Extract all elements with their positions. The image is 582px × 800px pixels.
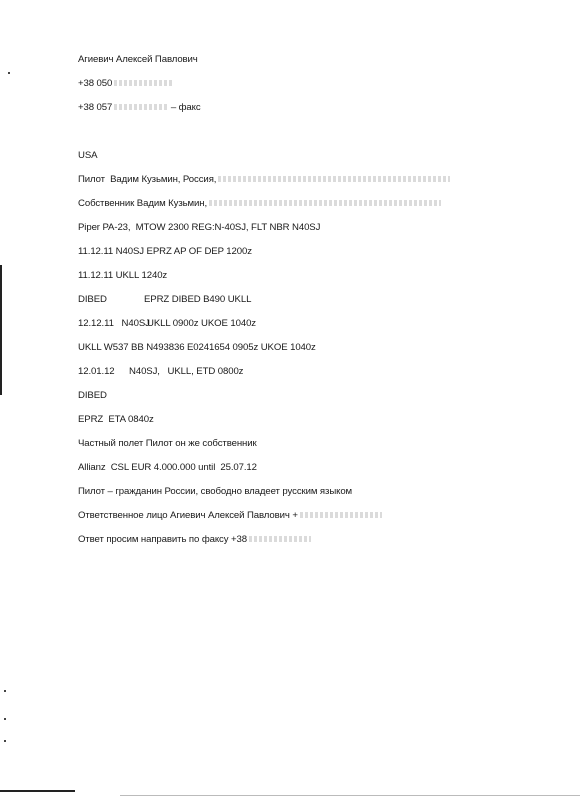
scan-speck — [4, 690, 6, 692]
scan-border-bottom — [0, 790, 75, 792]
flight-line-4: 12.01.12 — [78, 366, 115, 377]
scan-border-bottom-faint — [120, 795, 580, 796]
destination-country: USA — [78, 150, 98, 161]
contact-phone: +38 050 — [78, 78, 174, 90]
redacted-region — [300, 512, 382, 518]
insurance-line: Allianz CSL EUR 4.000.000 until 25.07.12 — [78, 462, 257, 473]
route-line-2: UKLL W537 BB N493836 E0241654 0905z UKOE 1040z — [78, 342, 316, 353]
scan-speck — [8, 72, 10, 74]
flight-line-3: 12.12.11 N40SJ — [78, 318, 150, 329]
flight-line-1: 11.12.11 N40SJ EPRZ AP OF DEP 1200z — [78, 246, 252, 257]
contact-fax: +38 057 – факс — [78, 102, 201, 113]
responsible-person-line: Ответственное лицо Агиевич Алексей Павлович + — [78, 510, 382, 522]
route-line-1-detail: EPRZ DIBED B490 UKLL — [144, 294, 252, 305]
redacted-region — [114, 104, 168, 110]
scan-speck — [4, 740, 6, 742]
owner-line: Собственник Вадим Кузьмин, — [78, 198, 441, 210]
contact-name: Агиевич Алексей Павлович — [78, 54, 198, 65]
flight-line-3-detail: UKLL 0900z UKOE 1040z — [147, 318, 257, 329]
redacted-region — [218, 176, 450, 182]
pilot-line: Пилот Вадим Кузьмин, Россия, — [78, 174, 450, 186]
arrival-line: EPRZ ETA 0840z — [78, 414, 154, 425]
pilot-citizenship-line: Пилот – гражданин России, свободно владеет русским языком — [78, 486, 353, 497]
redacted-region — [209, 200, 441, 206]
flight-line-2: 11.12.11 UKLL 1240z — [78, 270, 168, 281]
reply-fax-line: Ответ просим направить по факсу +38 — [78, 534, 311, 546]
scan-border-left — [0, 265, 2, 395]
redacted-region — [249, 536, 311, 542]
flight-type-line: Частный полет Пилот он же собственник — [78, 438, 257, 449]
flight-line-4-detail: N40SJ, UKLL, ETD 0800z — [129, 366, 244, 377]
aircraft-line: Piper PA-23, MTOW 2300 REG:N-40SJ, FLT NBR N40SJ — [78, 222, 321, 233]
scan-speck — [4, 718, 6, 720]
route-line-3: DIBED — [78, 390, 107, 401]
route-line-1: DIBED — [78, 294, 107, 305]
redacted-region — [114, 80, 174, 86]
